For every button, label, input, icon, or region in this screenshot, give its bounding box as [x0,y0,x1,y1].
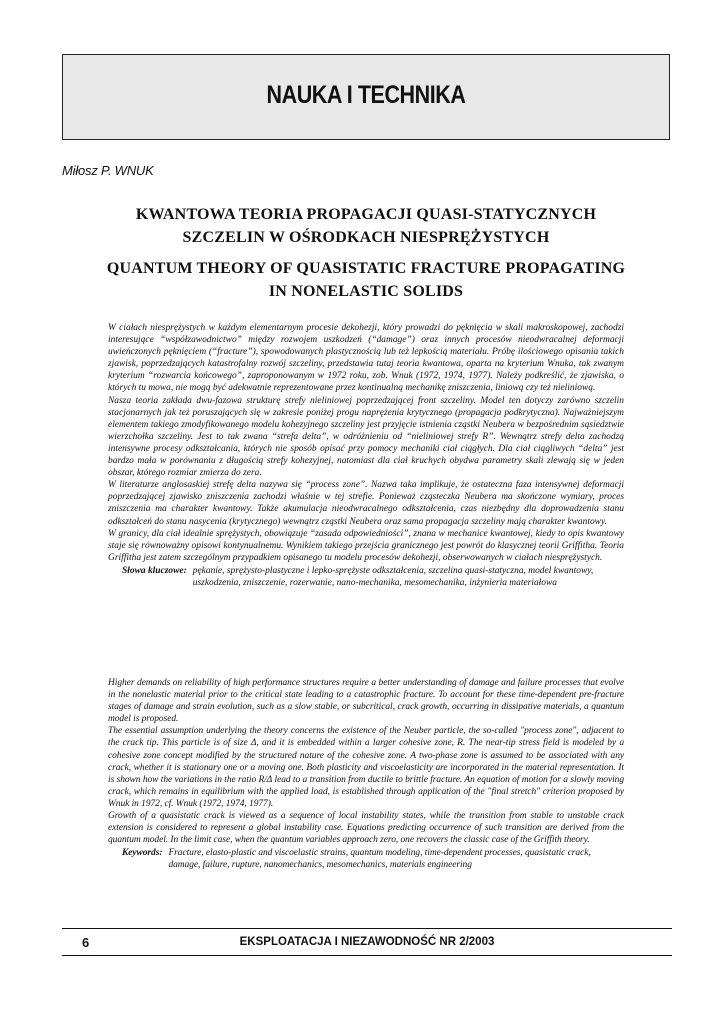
page-number: 6 [82,935,90,950]
abstract-polish [108,322,624,589]
abstract-paragraph: W literaturze anglosaskiej strefę delta nazywa się “process zone”. Nazwa taka implikuje, że ostateczna faza intensywnej deformacji poprzedzającej zjawisko zniszczenia zachodzi właśnie w tej strefie. Ponieważ cząsteczka Neubera ma skończone wymiary, proces zniszczenia ma charakter kwantowy. Także akumulacja nieodwracalnego odkształcenia, czas niezbędny dla doprowadzenia stanu odkształceń do stanu nasycenia (krytycznego) wewnątrz cząstki Neubera oraz sama propagacja szczeliny mają charakter kwantowy. [108,480,624,527]
section-header-box [62,54,670,140]
abstract-paragraph: The essential assumption underlying the theory concerns the existence of the Neuber particle, the so-called "process zone", adjacent to the crack tip. This particle is of size Δ, and it is embedded within a larger cohesive zone, R. The near-tip stress field is modeled by a cohesive zone concept modified by the structured nature of the cohesive zone. A two-phase zone is assumed to be associated with any crack, whether it is stationary one or a moving one. Both plasticity and viscoelasticity are incorporated in the material representation. It is shown how the variations in the ratio R/Δ lead to a transition from ductile to brittle fracture. An equation of motion for a slowly moving crack, which remains in equilibrium with the applied load, is established through application of the "final stretch" criterion proposed by Wnuk in 1972, cf. Wnuk (1972, 1974, 1977). [108,726,624,809]
abstract-paragraph: W ciałach niesprężystych w każdym elementarnym procesie dekohezji, który prowadzi do pęknięcia w skali makroskopowej, zachodzi interesujące “współzawodnictwo” między rozwojem uszkodzeń (“damage”) oraz innych procesów nieodwracalnej deformacji uwieńczonych pęknięciem (“fracture”), spowodowanych plastycznością lub też lepkością materiału. Próbę ilościowego opisania takich zjawisk, poprzedzających katastrofalny rozwój szczeliny, przedstawia tutaj teoria kwantowa, oparta na kryterium Wnuka, tak zwanym kryterium “rozwarcia końcowego”, zaproponowanym w 1972 roku, zob. Wnuk (1972, 1974, 1977). Należy podkreślić, że zjawiska, o których tu mowa, nie mogą być adekwatnie reprezentowane przez kontinualną mechanikę zniszczenia, liniową czy też nieliniową. [108,323,624,394]
abstract-english [108,677,624,872]
abstract-paragraph: Nasza teoria zakłada dwu-fazowa strukturę strefy nieliniowej poprzedzającej front szczeliny. Model ten dotyczy zarówno szczelin stacjonarnych jak też poruszających się w zakresie poniżej progu naprężenia krytycznego (propagacja podkrytyczna). Najważniejszym elementem takiego zmodyfikowanego modelu kohezyjnego szczeliny jest przyjęcie istnienia cząstki Neubera w bezpośrednim sąsiedztwie wierzchołka szczeliny. Jest to tak zwana “strefa delta”, w odróżnieniu od “nieliniowej strefy R”. Wewnątrz strefy delta zachodzą intensywne procesy odkształcania, których nie sposób opisać przy pomocy mechaniki ciał ciągłych. Dla ciał ciągliwych “delta” jest bardzo mała w porównaniu z długością strefy kohezyjnej, natomiast dla ciał kruchych obydwa parametry skali zlewają się w jeden obszar, którego rozmiar zmierza do zera. [108,395,624,479]
paper-title-english [62,257,670,303]
footer-divider-top [62,928,672,929]
paper-title-english-line: QUANTUM THEORY OF QUASISTATIC FRACTURE PROPAGATING [106,260,626,277]
paper-title-polish-line: SZCZELIN W OŚRODKACH NIESPRĘŻYSTYCH [182,229,550,246]
paper-title-polish-line: KWANTOWA TEORIA PROPAGACJI QUASI-STATYCZNYCH [135,206,597,223]
abstract-paragraph: W granicy, dla ciał idealnie sprężystych, obowiązuje “zasada odpowiedniości”, znana w mechanice kwantowej, kiedy to opis kwantowy staje się równoważny opisowi kontynualnemu. Wynikiem takiego przejścia granicznego jest powrót do klasycznej teorii Griffitha. Teoria Griffitha jest zatem szczególnym przypadkiem opisanego tu modelu procesów dekohezji, obserwowanych w ciałach niesprężystych. [108,528,624,563]
keywords-label: Keywords: [122,848,163,859]
section-title: NAUKA I TECHNIKA [266,81,466,109]
keywords-english [108,847,624,871]
keywords-text: Fracture, elasto-plastic and viscoelastic strains, quantum modeling, time-dependent processes, quasistatic crack, damage, failure, rupture, nanomechanics, mesomechanics, materials engineering [168,848,591,871]
journal-name: EKSPLOATACJA I NIEZAWODNOŚĆ NR 2/2003 [239,936,495,948]
keywords-text: pękanie, sprężysto-plastyczne i lepko-sprężyste odkształcenia, szczelina quasi-statyczna, model kwantowy, uszkodzenia, zniszczenie, rozerwanie, nano-mechanika, mesomechanika, inżynieria materiałowa [192,565,594,588]
paper-title-english-line: IN NONELASTIC SOLIDS [268,283,464,300]
paper-title-polish [62,203,670,249]
abstract-paragraph: Higher demands on reliability of high performance structures require a better understanding of damage and failure processes that evolve in the nonelastic material prior to the critical state leading to a catastrophic fracture. To account for these time-dependent pre-fracture stages of damage and strain evolution, such as a slow stable, or subcritical, crack growth, occurring in dissipative materials, a quantum model is proposed. [108,678,624,725]
author-name: Miłosz P. WNUK [62,163,154,178]
abstract-paragraph: Growth of a quasistatic crack is viewed as a sequence of local instability states, while the transition from stable to unstable crack extension is considered to represent a global instability case. Equations predicting occurrence of such transition are derived from the quantum model. In the limit case, when the quantum variables approach zero, one recovers the classic case of the Griffith theory. [108,811,624,846]
keywords-polish [108,565,624,589]
footer-divider-bottom [62,955,672,956]
keywords-label: Słowa kluczowe: [122,565,187,576]
